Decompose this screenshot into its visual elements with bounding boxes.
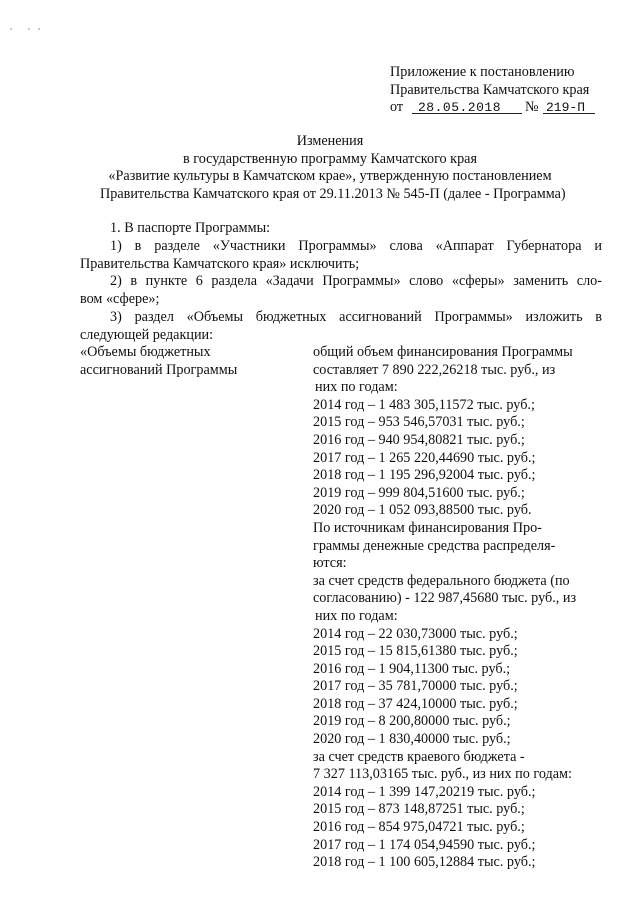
table-left-line-2: ассигнований Программы bbox=[80, 362, 238, 378]
federal-year-2015: 2015 год – 15 815,61380 тыс. руб.; bbox=[313, 643, 518, 660]
regional-year-2016: 2016 год – 854 975,04721 тыс. руб.; bbox=[313, 819, 525, 836]
total-year-2016: 2016 год – 940 954,80821 тыс. руб.; bbox=[313, 431, 525, 448]
title-line-3: «Развитие культуры в Камчатском крае», утвержденную постановлением bbox=[108, 168, 552, 185]
federal-line-3: них по годам: bbox=[315, 607, 398, 624]
federal-year-2020: 2020 год – 1 830,40000 тыс. руб.; bbox=[313, 731, 511, 748]
paragraph-1: 1. В паспорте Программы: bbox=[110, 220, 271, 236]
date-prefix: от bbox=[390, 99, 404, 116]
paragraph-2-line-1: 1) в разделе «Участники Программы» слова «Аппарат Губернатора и bbox=[110, 238, 602, 254]
total-year-2018: 2018 год – 1 195 296,92004 тыс. руб.; bbox=[313, 467, 536, 484]
total-year-2017: 2017 год – 1 265 220,44690 тыс. руб.; bbox=[313, 449, 536, 466]
title-line-1: Изменения bbox=[296, 133, 364, 149]
resolution-date: 28.05.2018 bbox=[412, 99, 522, 114]
title-line-4: Правительства Камчатского края от 29.11.2013 № 545-П (далее - Программа) bbox=[100, 185, 566, 202]
total-year-2020: 2020 год – 1 052 093,88500 тыс. руб. bbox=[313, 502, 532, 519]
paragraph-4-line-1: 3) раздел «Объемы бюджетных ассигнований Программы» изложить в bbox=[110, 309, 602, 325]
total-line-3: них по годам: bbox=[315, 379, 398, 396]
appendix-header bbox=[390, 64, 620, 117]
total-line-1: общий объем финансирования Программы bbox=[313, 344, 573, 360]
sources-line-3: ются: bbox=[313, 555, 347, 572]
federal-year-2018: 2018 год – 37 424,10000 тыс. руб.; bbox=[313, 695, 518, 712]
title-line-2: в государственную программу Камчатского края bbox=[183, 150, 477, 167]
paragraph-3-line-2: вом «сфере»; bbox=[80, 291, 160, 307]
funding-details bbox=[313, 344, 602, 872]
total-year-2015: 2015 год – 953 546,57031 тыс. руб.; bbox=[313, 414, 525, 431]
document-title bbox=[100, 133, 566, 203]
resolution-number: 219-П bbox=[543, 99, 595, 114]
federal-year-2014: 2014 год – 22 030,73000 тыс. руб.; bbox=[313, 625, 518, 642]
regional-line-2: 7 327 113,03165 тыс. руб., из них по годам: bbox=[313, 766, 572, 783]
paragraph-2-line-2: Правительства Камчатского края» исключить; bbox=[80, 256, 360, 272]
table-left-line-1: «Объемы бюджетных bbox=[80, 344, 211, 360]
regional-year-2015: 2015 год – 873 148,87251 тыс. руб.; bbox=[313, 801, 525, 818]
sources-line-1: По источникам финансирования Про- bbox=[313, 519, 542, 536]
federal-line-2: согласованию) - 122 987,45680 тыс. руб., из bbox=[313, 590, 577, 607]
regional-year-2017: 2017 год – 1 174 054,94590 тыс. руб.; bbox=[313, 836, 536, 853]
federal-line-1: за счет средств федерального бюджета (по bbox=[313, 572, 570, 589]
total-line-2: составляет 7 890 222,26218 тыс. руб., из bbox=[313, 361, 556, 378]
regional-year-2014: 2014 год – 1 399 147,20219 тыс. руб.; bbox=[313, 783, 536, 800]
federal-year-2016: 2016 год – 1 904,11300 тыс. руб.; bbox=[313, 660, 511, 677]
paragraph-4-line-2: следующей редакции: bbox=[80, 327, 214, 343]
appendix-line-1: Приложение к постановлению bbox=[390, 64, 575, 80]
federal-year-2019: 2019 год – 8 200,80000 тыс. руб.; bbox=[313, 713, 511, 730]
number-sign: № bbox=[525, 99, 539, 116]
regional-line-1: за счет средств краевого бюджета - bbox=[313, 748, 525, 765]
sources-line-2: граммы денежные средства распределя- bbox=[313, 537, 556, 554]
appendix-line-2: Правительства Камчатского края bbox=[390, 81, 590, 98]
regional-year-2018: 2018 год – 1 100 605,12884 тыс. руб.; bbox=[313, 854, 536, 871]
total-year-2019: 2019 год – 999 804,51600 тыс. руб.; bbox=[313, 484, 525, 501]
paragraph-3-line-1: 2) в пункте 6 раздела «Задачи Программы» слово «сферы» заменить сло- bbox=[110, 273, 602, 289]
resolution-date-row bbox=[390, 99, 620, 117]
scan-artifact bbox=[10, 28, 40, 32]
total-year-2014: 2014 год – 1 483 305,11572 тыс. руб.; bbox=[313, 396, 535, 413]
federal-year-2017: 2017 год – 35 781,70000 тыс. руб.; bbox=[313, 678, 518, 695]
